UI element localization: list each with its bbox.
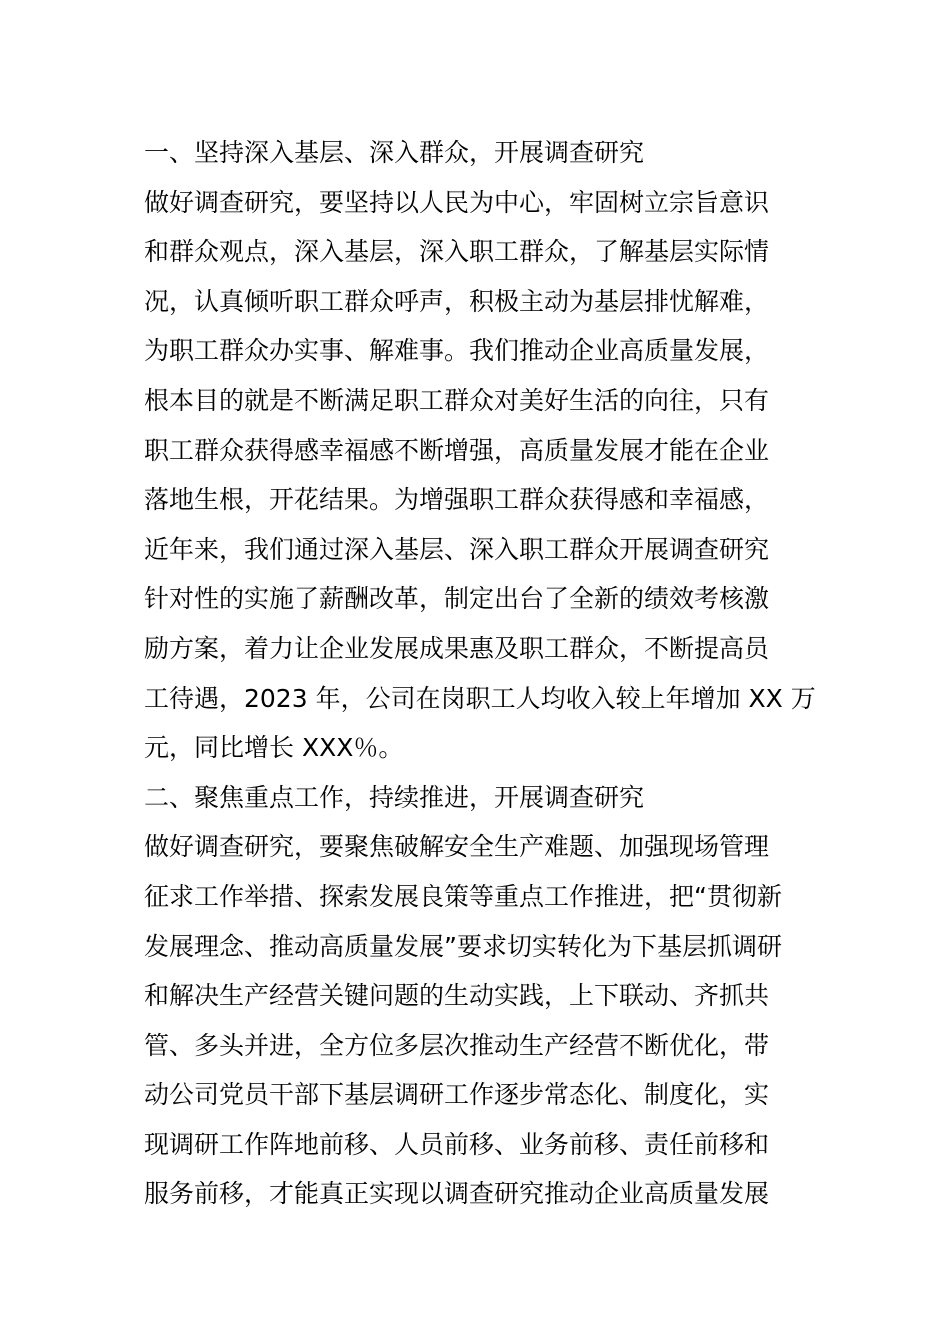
paragraph-line: 征求工作举措、探索发展良策等重点工作推进，把“贯彻新 [144, 881, 782, 911]
paragraph-line: 服务前移，才能真正实现以调查研究推动企业高质量发展 [144, 1179, 770, 1209]
paragraph-line: 针对性的实施了薪酬改革，制定出台了全新的绩效考核激 [144, 584, 770, 614]
paragraph-line: 工待遇，2023 年，公司在岗职工人均收入较上年增加 XX 万 [144, 683, 816, 713]
paragraph-line: 落地生根，开花结果。为增强职工群众获得感和幸福感， [144, 485, 770, 515]
paragraph-line: 根本目的就是不断满足职工群众对美好生活的向往，只有 [144, 385, 770, 415]
paragraph-line: 况，认真倾听职工群众呼声，积极主动为基层排忧解难， [144, 286, 770, 316]
document-body [144, 128, 816, 1219]
paragraph-line: 做好调查研究，要聚焦破解安全生产难题、加强现场管理 [144, 832, 770, 862]
section-heading-2: 二、聚焦重点工作，持续推进，开展调查研究 [144, 782, 645, 812]
paragraph-line: 发展理念、推动高质量发展”要求切实转化为下基层抓调研 [144, 931, 782, 961]
paragraph-line: 做好调查研究，要坚持以人民为中心，牢固树立宗旨意识 [144, 187, 770, 217]
paragraph-line: 现调研工作阵地前移、人员前移、业务前移、责任前移和 [144, 1129, 770, 1159]
section-heading-1: 一、坚持深入基层、深入群众，开展调查研究 [144, 138, 645, 167]
paragraph-line: 为职工群众办实事、解难事。我们推动企业高质量发展， [144, 336, 770, 366]
paragraph-line: 励方案，着力让企业发展成果惠及职工群众，不断提高员 [144, 633, 770, 663]
paragraph-line: 职工群众获得感幸福感不断增强，高质量发展才能在企业 [144, 435, 770, 465]
paragraph-line: 动公司党员干部下基层调研工作逐步常态化、制度化，实 [144, 1080, 770, 1110]
paragraph-line: 管、多头并进，全方位多层次推动生产经营不断优化，带 [144, 1030, 770, 1060]
paragraph-line: 和解决生产经营关键问题的生动实践，上下联动、齐抓共 [144, 981, 770, 1011]
paragraph-line: 近年来，我们通过深入基层、深入职工群众开展调查研究 [144, 534, 770, 564]
paragraph-line: 元，同比增长 XXX％。 [144, 733, 404, 763]
paragraph-line: 和群众观点，深入基层，深入职工群众，了解基层实际情 [144, 237, 770, 267]
